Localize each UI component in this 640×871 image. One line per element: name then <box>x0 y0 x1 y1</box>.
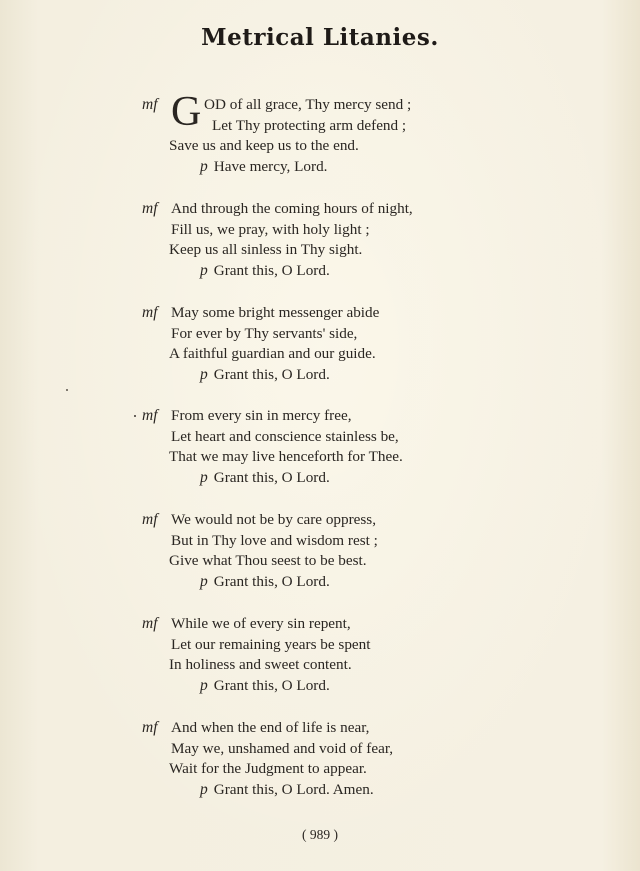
stray-mark <box>134 415 136 417</box>
stanza-line-text: May some bright messenger abide <box>171 304 380 321</box>
stanza-line <box>140 551 500 572</box>
stanza-line <box>140 427 500 448</box>
stanza-line <box>140 531 500 552</box>
response-text: Grant this, O Lord. Amen. <box>213 780 374 798</box>
stanza-line-text: While we of every sin repent, <box>171 615 351 632</box>
stanza-line-text: And through the coming hours of night, <box>171 200 413 217</box>
response-dynamic-mark: p <box>200 780 208 798</box>
stanza-line <box>140 116 500 137</box>
dynamic-mark: mf <box>142 407 158 424</box>
stanza-line-text: For ever by Thy servants' side, <box>171 324 358 342</box>
stanza-line-text: And when the end of life is near, <box>171 719 370 736</box>
stanza-line-text: Wait for the Judgment to appear. <box>169 760 367 777</box>
response-dynamic-mark: p <box>200 468 208 486</box>
response-text: Grant this, O Lord. <box>213 572 330 590</box>
stanza-5 <box>140 510 500 592</box>
stanza-line <box>140 614 500 635</box>
stanza-line <box>140 635 500 656</box>
stanza-line-text: Fill us, we pray, with holy light ; <box>171 220 370 238</box>
stanza-line <box>140 240 500 261</box>
stanza-line <box>140 406 500 427</box>
response-dynamic-mark: p <box>200 157 208 175</box>
stanza-line <box>140 199 500 220</box>
stanza-line <box>140 136 500 157</box>
response-line <box>140 365 500 386</box>
stanza-line-text: We would not be by care oppress, <box>171 511 377 528</box>
response-dynamic-mark: p <box>200 261 208 279</box>
stanza-2 <box>140 199 500 281</box>
stanza-line <box>140 759 500 780</box>
stanza-line <box>140 220 500 241</box>
stanza-6 <box>140 614 500 696</box>
stanza-line <box>140 303 500 324</box>
response-line <box>140 572 500 593</box>
stanza-7 <box>140 718 500 800</box>
dynamic-mark: mf <box>142 304 158 321</box>
stanza-line-text: That we may live henceforth for Thee. <box>169 448 403 465</box>
stanza-line <box>140 718 500 739</box>
response-text: Have mercy, Lord. <box>213 157 328 175</box>
stray-mark <box>66 389 68 391</box>
stanza-line-text: Keep us all sinless in Thy sight. <box>169 241 363 258</box>
stanza-line-text: A faithful guardian and our guide. <box>169 345 376 362</box>
response-text: Grant this, O Lord. <box>213 676 330 694</box>
response-line <box>140 676 500 697</box>
dynamic-mark: mf <box>142 96 158 113</box>
stanza-1 <box>140 89 500 177</box>
response-line <box>140 468 500 489</box>
stanza-line-text: Save us and keep us to the end. <box>169 137 359 154</box>
stanza-line <box>140 324 500 345</box>
stanza-line <box>140 344 500 365</box>
response-line <box>140 261 500 282</box>
drop-cap: G <box>171 89 202 135</box>
stanza-line-text: Let Thy protecting arm defend ; <box>212 116 407 134</box>
stanza-line-text: May we, unshamed and void of fear, <box>171 739 394 757</box>
response-text: Grant this, O Lord. <box>213 261 330 279</box>
page-number: ( 989 ) <box>302 827 338 842</box>
dynamic-mark: mf <box>142 511 158 528</box>
response-text: Grant this, O Lord. <box>213 468 330 486</box>
response-text: Grant this, O Lord. <box>213 365 330 383</box>
stanza-line-text: From every sin in mercy free, <box>171 407 352 424</box>
page-title: Metrical Litanies. <box>201 24 439 51</box>
response-dynamic-mark: p <box>200 365 208 383</box>
stanza-line-text: Let heart and conscience stainless be, <box>171 427 399 445</box>
stanza-line <box>140 510 500 531</box>
stanza-line <box>140 739 500 760</box>
dynamic-mark: mf <box>142 719 158 736</box>
stanza-4 <box>140 406 500 488</box>
stanza-line-text: OD of all grace, Thy mercy send ; <box>204 96 412 113</box>
stanza-3 <box>140 303 500 385</box>
response-line <box>140 780 500 801</box>
stanza-line-text: Give what Thou seest to be best. <box>169 552 367 569</box>
response-line <box>140 157 500 178</box>
dynamic-mark: mf <box>142 615 158 632</box>
stanza-line <box>140 447 500 468</box>
stanza-line <box>140 655 500 676</box>
response-dynamic-mark: p <box>200 572 208 590</box>
dynamic-mark: mf <box>142 200 158 217</box>
response-dynamic-mark: p <box>200 676 208 694</box>
stanza-line-text: In holiness and sweet content. <box>169 656 352 673</box>
stanza-line-text: But in Thy love and wisdom rest ; <box>171 531 378 549</box>
stanza-line-text: Let our remaining years be spent <box>171 635 371 653</box>
